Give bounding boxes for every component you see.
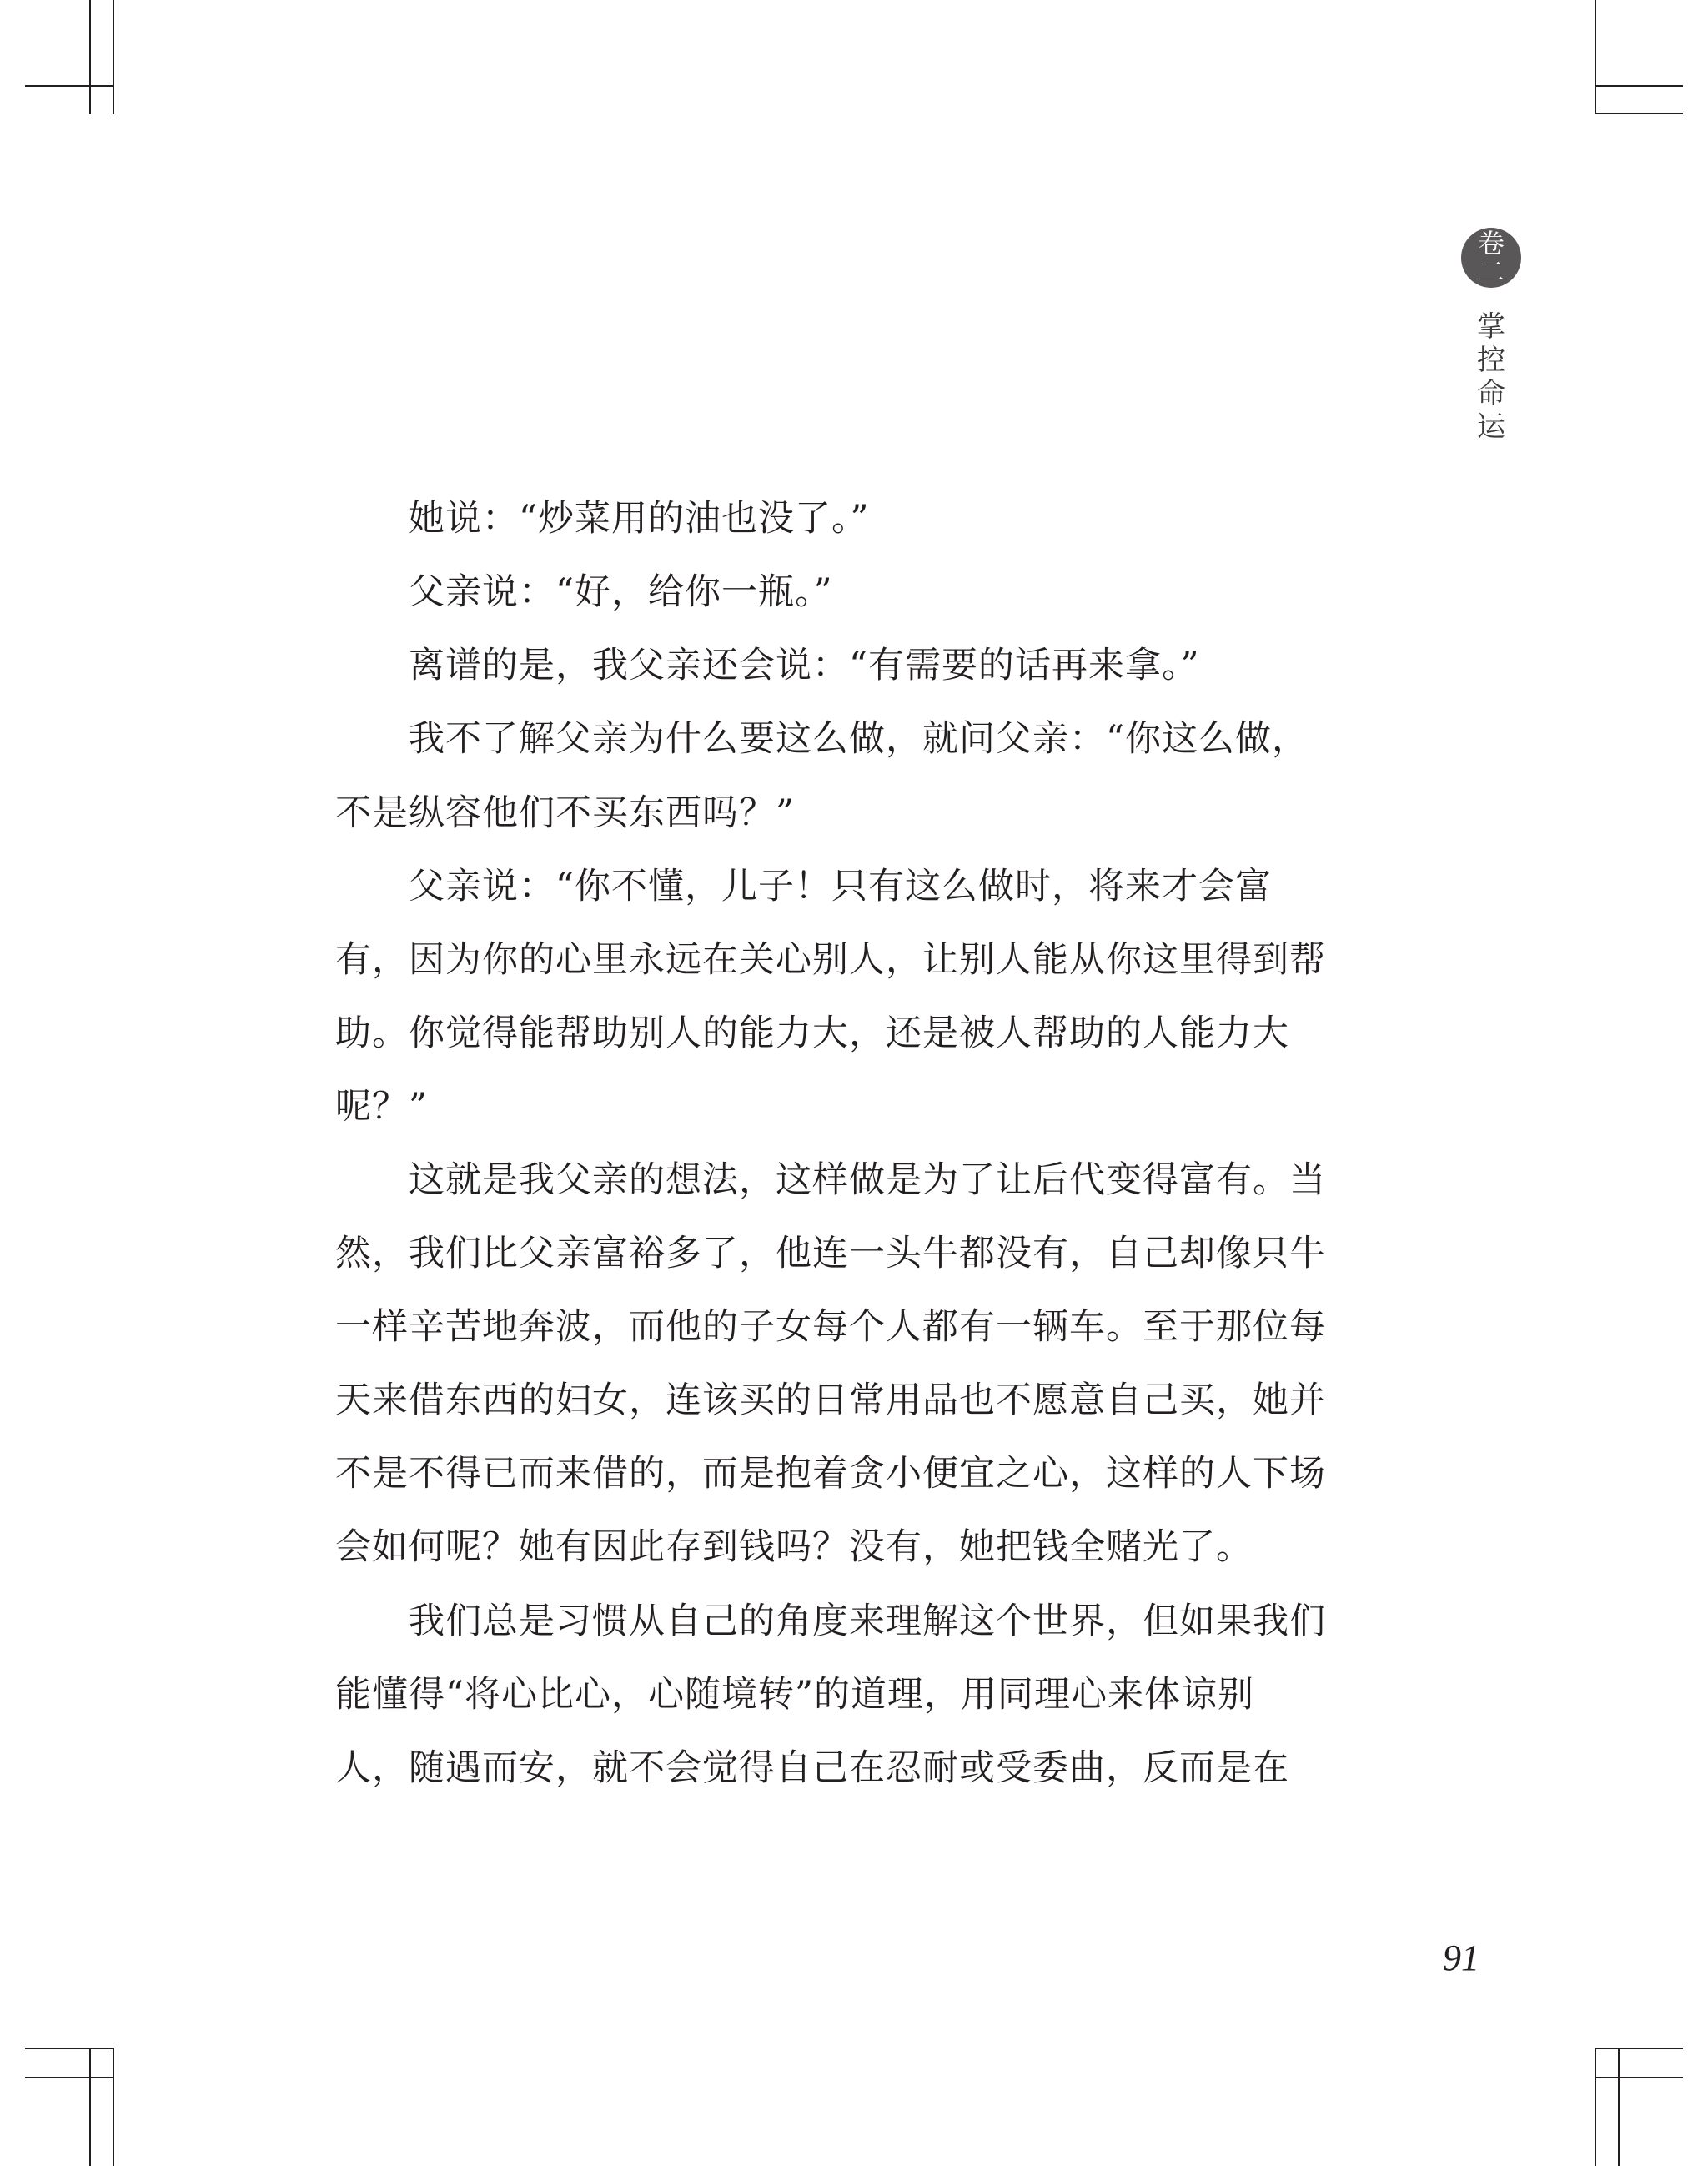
- body-line: 我们总是习惯从自己的角度来理解这个世界，但如果我们: [409, 1601, 1326, 1642]
- running-title-char: 控: [1477, 344, 1505, 377]
- body-line: 助。你觉得能帮助别人的能力大，还是被人帮助的人能力大: [335, 1013, 1289, 1054]
- crop-mark-bottom-left-h2: [25, 2077, 114, 2078]
- body-line: 一样辛苦地奔波，而他的子女每个人都有一辆车。至于那位每: [335, 1306, 1326, 1348]
- crop-mark-top-right-h: [1595, 85, 1683, 87]
- crop-mark-top-left-v2: [113, 0, 114, 114]
- running-title-char: 掌: [1477, 310, 1505, 344]
- body-line: 有，因为你的心里永远在关心别人，让别人能从你这里得到帮: [335, 939, 1326, 981]
- crop-mark-bottom-left-h: [25, 2048, 114, 2049]
- page-number: 91: [1443, 1937, 1479, 1978]
- body-line: 父亲说：“好，给你一瓶。”: [409, 571, 833, 613]
- body-line: 她说：“炒菜用的油也没了。”: [409, 498, 870, 540]
- crop-mark-bottom-right-h2: [1595, 2077, 1683, 2078]
- crop-mark-bottom-right-v2: [1618, 2048, 1620, 2166]
- crop-mark-bottom-right-h: [1595, 2048, 1683, 2049]
- crop-mark-top-left-v: [89, 0, 91, 114]
- running-title-char: 运: [1477, 410, 1505, 444]
- running-title: [1475, 310, 1507, 444]
- body-line: 人，随遇而安，就不会觉得自己在忍耐或受委曲，反而是在: [335, 1747, 1289, 1789]
- body-line: 我不了解父亲为什么要这么做，就问父亲：“你这么做，: [409, 718, 1309, 760]
- chapter-badge-line1: 卷: [1477, 228, 1505, 259]
- body-line: 呢？”: [335, 1086, 428, 1128]
- body-line: 不是不得已而来借的，而是抱着贪小便宜之心，这样的人下场: [335, 1453, 1326, 1495]
- crop-mark-top-left-h: [25, 85, 114, 87]
- body-line: 能懂得“将心比心，心随境转”的道理，用同理心来体谅别: [335, 1674, 1254, 1716]
- body-line: 会如何呢？她有因此存到钱吗？没有，她把钱全赌光了。: [335, 1526, 1253, 1568]
- chapter-badge-line2: 二: [1477, 256, 1505, 288]
- body-line: 这就是我父亲的想法，这样做是为了让后代变得富有。当: [409, 1159, 1326, 1201]
- body-line: 父亲说：“你不懂，儿子！只有这么做时，将来才会富: [409, 866, 1272, 907]
- crop-mark-top-right-h2: [1595, 113, 1683, 114]
- body-line: 离谱的是，我父亲还会说：“有需要的话再来拿。”: [409, 645, 1200, 686]
- body-line: 不是纵容他们不买东西吗？”: [335, 792, 795, 834]
- crop-mark-bottom-left-v: [89, 2048, 91, 2166]
- running-title-char: 命: [1477, 377, 1505, 410]
- chapter-badge: [1461, 228, 1521, 288]
- crop-mark-top-right-v: [1595, 0, 1596, 114]
- body-line: 然，我们比父亲富裕多了，他连一头牛都没有，自己却像只牛: [335, 1233, 1326, 1274]
- crop-mark-bottom-right-v: [1595, 2048, 1596, 2166]
- crop-mark-bottom-left-v2: [113, 2048, 114, 2166]
- body-line: 天来借东西的妇女，连该买的日常用品也不愿意自己买，她并: [335, 1380, 1326, 1421]
